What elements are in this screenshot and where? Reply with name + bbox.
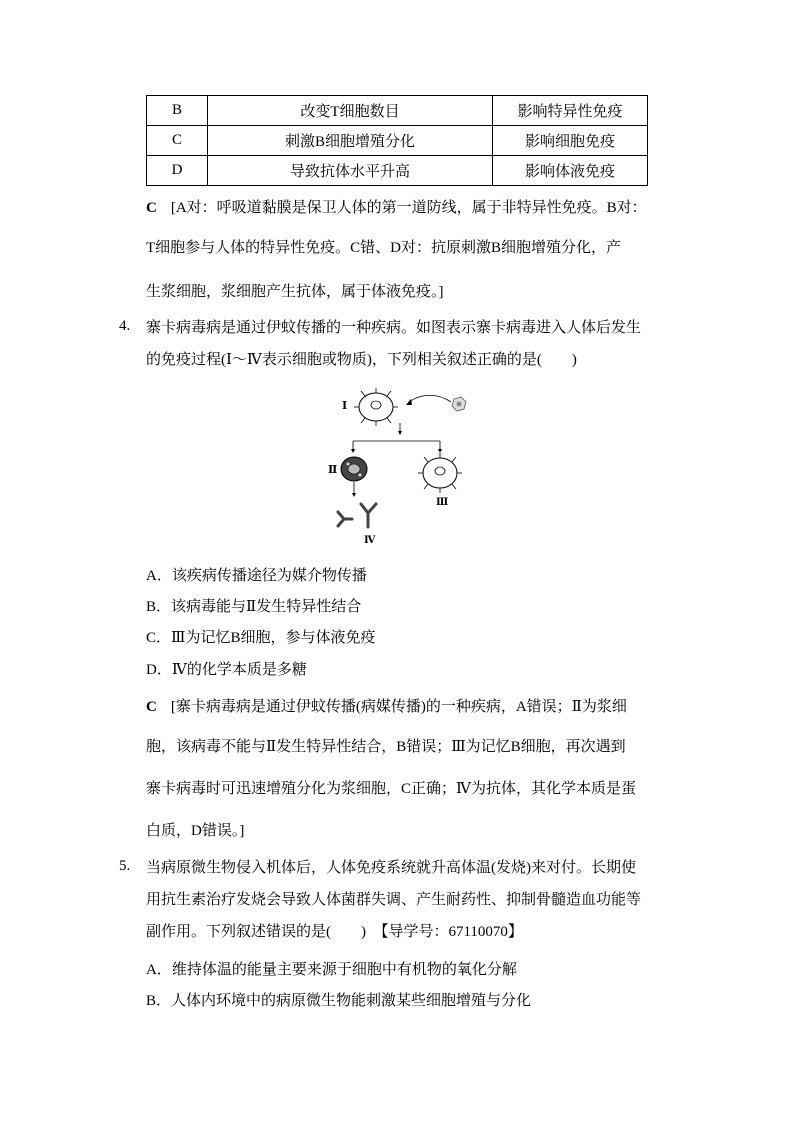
q4-stem-line-2: 的免疫过程(Ⅰ～Ⅳ表示细胞或物质)，下列相关叙述正确的是( ) (146, 352, 577, 368)
q4-answer-line-1 (146, 697, 627, 717)
q4-number: 4. (119, 318, 131, 334)
q5-stem-line-1: 当病原微生物侵入机体后，人体免疫系统就升高体温(发烧)来对付。长期使 (146, 860, 636, 876)
q4-option-a: A．该疾病传播途径为媒介物传播 (146, 568, 367, 584)
table-row (147, 156, 648, 186)
table-cell-effect: 影响特异性免疫 (493, 96, 648, 126)
antibody-icon (338, 504, 376, 527)
table-cell-effect: 影响细胞免疫 (493, 126, 648, 156)
q4-answer-line-2: 胞，该病毒不能与Ⅱ发生特异性结合，B错误；Ⅲ为记忆B细胞，再次遇到 (146, 739, 626, 755)
q4-answer-line-3: 寨卡病毒时可迅速增殖分化为浆细胞，C正确；Ⅳ为抗体，其化学本质是蛋 (146, 781, 636, 797)
virus-icon (452, 397, 466, 411)
q4-option-c: C．Ⅲ为记忆B细胞，参与体液免疫 (146, 630, 376, 646)
q5-stem-line-2: 用抗生素治疗发烧会导致人体菌群失调、产生耐药性、抑制骨髓造血功能等 (146, 892, 642, 908)
table-row (147, 126, 648, 156)
table-cell-cause: 刺激B细胞增殖分化 (208, 126, 493, 156)
table-cell-cause: 改变T细胞数目 (208, 96, 493, 126)
q4-answer-line-4: 白质，D错误。] (146, 823, 245, 839)
q4-option-d: D．Ⅳ的化学本质是多糖 (146, 662, 307, 678)
q3-answer-line-1 (146, 198, 647, 218)
label-iv: Ⅳ (364, 535, 376, 546)
q3-answer-line-2: T细胞参与人体的特异性免疫。C错、D对：抗原刺激B细胞增殖分化，产 (146, 240, 622, 256)
table-cell-letter: D (147, 156, 208, 186)
table-cell-letter: B (147, 96, 208, 126)
label-iii: Ⅲ (436, 497, 449, 508)
q3-answer-letter: C (146, 200, 157, 216)
q5-option-a: A．维持体温的能量主要来源于细胞中有机物的氧化分解 (146, 962, 517, 978)
label-ii: Ⅱ (328, 464, 338, 476)
q5-number: 5. (119, 858, 131, 874)
q4-answer-letter: C (146, 699, 157, 715)
q5-stem-line-3: 副作用。下列叙述错误的是( ) 【导学号：67110070】 (146, 924, 523, 940)
cell-iii (423, 458, 457, 488)
q5-option-b: B．人体内环境中的病原微生物能刺激某些细胞增殖与分化 (146, 993, 532, 1009)
cell-i (359, 393, 393, 421)
uptake-arrow (408, 395, 451, 403)
q3-answer-line-3: 生浆细胞，浆细胞产生抗体，属于体液免疫。] (146, 284, 444, 300)
table-cell-cause: 导致抗体水平升高 (208, 156, 493, 186)
immune-process-figure (320, 385, 490, 550)
table-cell-letter: C (147, 126, 208, 156)
label-i: Ⅰ (342, 400, 348, 412)
table-row (147, 96, 648, 126)
table-cell-effect: 影响体液免疫 (493, 156, 648, 186)
q4-stem-line-1: 寨卡病毒病是通过伊蚊传播的一种疾病。如图表示寨卡病毒进入人体后发生 (146, 320, 642, 336)
q4-option-b: B．该病毒能与Ⅱ发生特异性结合 (146, 599, 362, 615)
q3-answer-text: [A对：呼吸道黏膜是保卫人体的第一道防线，属于非特异性免疫。B对： (170, 200, 647, 216)
q4-answer-text: [寨卡病毒病是通过伊蚊传播(病媒传播)的一种疾病，A错误；Ⅱ为浆细 (170, 699, 627, 715)
options-table (146, 95, 648, 186)
